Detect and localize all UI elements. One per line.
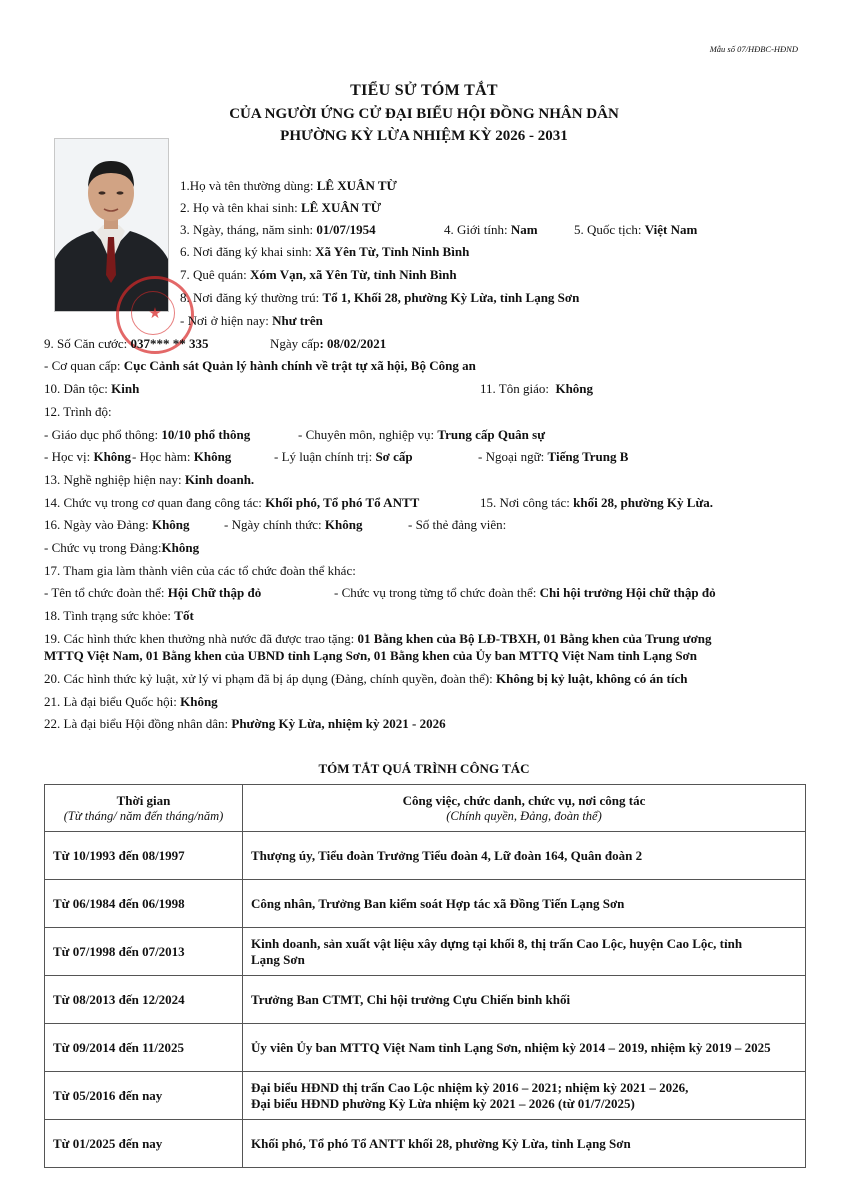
field-council-deputy: 22. Là đại biểu Hội đồng nhân dân: Phường Kỳ Lừa, nhiệm kỳ 2021 - 2026	[44, 716, 446, 731]
field-birth-registration: 6. Nơi đăng ký khai sinh: Xã Yên Từ, Tỉnh Ninh Bình	[180, 244, 470, 259]
field-religion: 11. Tôn giáo: Không	[480, 381, 594, 396]
field-permanent-residence: 8. Nơi đăng ký thường trú: Tổ 1, Khối 28, phường Kỳ Lừa, tỉnh Lạng Sơn	[180, 290, 580, 305]
form-code: Mẫu số 07/HĐBC-HĐND	[709, 44, 798, 54]
field-academic-title: - Học hàm: Không	[132, 449, 232, 464]
row-time: Từ 07/1998 đến 07/2013	[45, 928, 243, 976]
work-history-table	[44, 784, 806, 1168]
table-row	[45, 928, 806, 976]
field-position: 14. Chức vụ trong cơ quan đang công tác: Khối phó, Tổ phó Tổ ANTT	[44, 495, 420, 510]
field-current-residence: - Nơi ở hiện nay: Như trên	[180, 313, 323, 328]
field-party-join-date: 16. Ngày vào Đảng: Không	[44, 517, 190, 532]
field-workplace: 15. Nơi công tác: khối 28, phường Kỳ Lừa.	[480, 495, 714, 510]
field-nationality: 5. Quốc tịch: Việt Nam	[574, 222, 698, 237]
field-common-name: 1.Họ và tên thường dùng: LÊ XUÂN TỪ	[180, 178, 397, 193]
row-time: Từ 01/2025 đến nay	[45, 1120, 243, 1168]
field-party-official-date: - Ngày chính thức: Không	[224, 517, 363, 532]
field-ethnicity: 10. Dân tộc: Kinh	[44, 381, 140, 396]
field-birth-name: 2. Họ và tên khai sinh: LÊ XUÂN TỪ	[180, 200, 382, 215]
field-political-theory: - Lý luận chính trị: Sơ cấp	[274, 449, 413, 464]
column-header-work: Công việc, chức danh, chức vụ, nơi công tác (Chính quyền, Đảng, đoàn thể)	[243, 785, 806, 832]
row-work: Công nhân, Trưởng Ban kiểm soát Hợp tác xã Đồng Tiến Lạng Sơn	[243, 880, 806, 928]
table-header-row	[45, 785, 806, 832]
field-id-number: 9. Số Căn cước: 037*** ** 335	[44, 336, 209, 351]
row-time: Từ 06/1984 đến 06/1998	[45, 880, 243, 928]
row-time: Từ 09/2014 đến 11/2025	[45, 1024, 243, 1072]
field-awards-continued: MTTQ Việt Nam, 01 Bằng khen của UBND tỉnh Lạng Sơn, 01 Bằng khen của Ủy ban MTTQ Việt Nam tỉnh Lạng Sơn	[44, 648, 697, 663]
field-general-education: - Giáo dục phổ thông: 10/10 phổ thông	[44, 427, 251, 442]
row-work: Trưởng Ban CTMT, Chi hội trưởng Cựu Chiến binh khối	[243, 976, 806, 1024]
row-time: Từ 10/1993 đến 08/1997	[45, 832, 243, 880]
field-national-assembly-deputy: 21. Là đại biểu Quốc hội: Không	[44, 694, 218, 709]
field-organization-name: - Tên tổ chức đoàn thể: Hội Chữ thập đỏ	[44, 585, 262, 600]
field-birth-date: 3. Ngày, tháng, năm sinh: 01/07/1954	[180, 222, 376, 237]
work-history-title: TÓM TẮT QUÁ TRÌNH CÔNG TÁC	[318, 761, 530, 776]
table-row	[45, 1120, 806, 1168]
field-party-card-number: - Số thẻ đảng viên:	[408, 517, 507, 532]
field-specialization: - Chuyên môn, nghiệp vụ: Trung cấp Quân sự	[298, 427, 546, 442]
field-education-heading: 12. Trình độ:	[44, 404, 112, 419]
field-hometown: 7. Quê quán: Xóm Vạn, xã Yên Từ, tỉnh Ninh Bình	[180, 267, 457, 282]
row-work: Ủy viên Ủy ban MTTQ Việt Nam tỉnh Lạng Sơn, nhiệm kỳ 2014 – 2019, nhiệm kỳ 2019 – 2025	[243, 1024, 806, 1072]
field-issuing-authority: - Cơ quan cấp: Cục Cảnh sát Quản lý hành chính về trật tự xã hội, Bộ Công an	[44, 358, 476, 373]
field-gender: 4. Giới tính: Nam	[444, 222, 538, 237]
table-row	[45, 880, 806, 928]
row-time: Từ 05/2016 đến nay	[45, 1072, 243, 1120]
document-title: TIỂU SỬ TÓM TẮT	[350, 82, 498, 99]
field-foreign-language: - Ngoại ngữ: Tiếng Trung B	[478, 449, 629, 464]
table-row	[45, 1072, 806, 1120]
field-discipline: 20. Các hình thức kỷ luật, xử lý vi phạm đã bị áp dụng (Đảng, chính quyền, đoàn thể): Không bị kỷ luật, không có án tích	[44, 671, 688, 686]
field-organizations-heading: 17. Tham gia làm thành viên của các tổ chức đoàn thể khác:	[44, 563, 356, 578]
field-academic-degree: - Học vị: Không	[44, 449, 132, 464]
field-health: 18. Tình trạng sức khỏe: Tốt	[44, 608, 194, 623]
field-id-issue-date: Ngày cấp: 08/02/2021	[270, 336, 387, 351]
row-work: Thượng úy, Tiểu đoàn Trưởng Tiểu đoàn 4, Lữ đoàn 164, Quân đoàn 2	[243, 832, 806, 880]
column-header-time: Thời gian (Từ tháng/ năm đến tháng/năm)	[45, 785, 243, 832]
field-party-position: - Chức vụ trong Đảng:Không	[44, 540, 200, 555]
row-work: Đại biểu HĐND thị trấn Cao Lộc nhiệm kỳ 2016 – 2021; nhiệm kỳ 2021 – 2026, Đại biểu HĐND phường Kỳ Lừa nhiệm kỳ 2021 – 2026 (từ 01/7/2025)	[243, 1072, 806, 1120]
stamp-star-icon: ★	[148, 306, 162, 322]
table-row	[45, 832, 806, 880]
field-occupation: 13. Nghề nghiệp hiện nay: Kinh doanh.	[44, 472, 255, 487]
document-subtitle: CỦA NGƯỜI ỨNG CỬ ĐẠI BIỂU HỘI ĐỒNG NHÂN DÂN	[229, 106, 619, 122]
document-term: PHƯỜNG KỲ LỪA NHIỆM KỲ 2026 - 2031	[280, 128, 568, 144]
row-work: Khối phó, Tổ phó Tổ ANTT khối 28, phường Kỳ Lừa, tỉnh Lạng Sơn	[243, 1120, 806, 1168]
row-time: Từ 08/2013 đến 12/2024	[45, 976, 243, 1024]
row-work: Kinh doanh, sản xuất vật liệu xây dựng tại khối 8, thị trấn Cao Lộc, huyện Cao Lộc, tỉnh Lạng Sơn	[243, 928, 806, 976]
field-awards: 19. Các hình thức khen thưởng nhà nước đã được trao tặng: 01 Bằng khen của Bộ LĐ-TBXH, 01 Bằng khen của Trung ương	[44, 631, 712, 646]
field-organization-position: - Chức vụ trong từng tổ chức đoàn thể: Chi hội trưởng Hội chữ thập đỏ	[334, 585, 716, 600]
table-row	[45, 1024, 806, 1072]
table-row	[45, 976, 806, 1024]
